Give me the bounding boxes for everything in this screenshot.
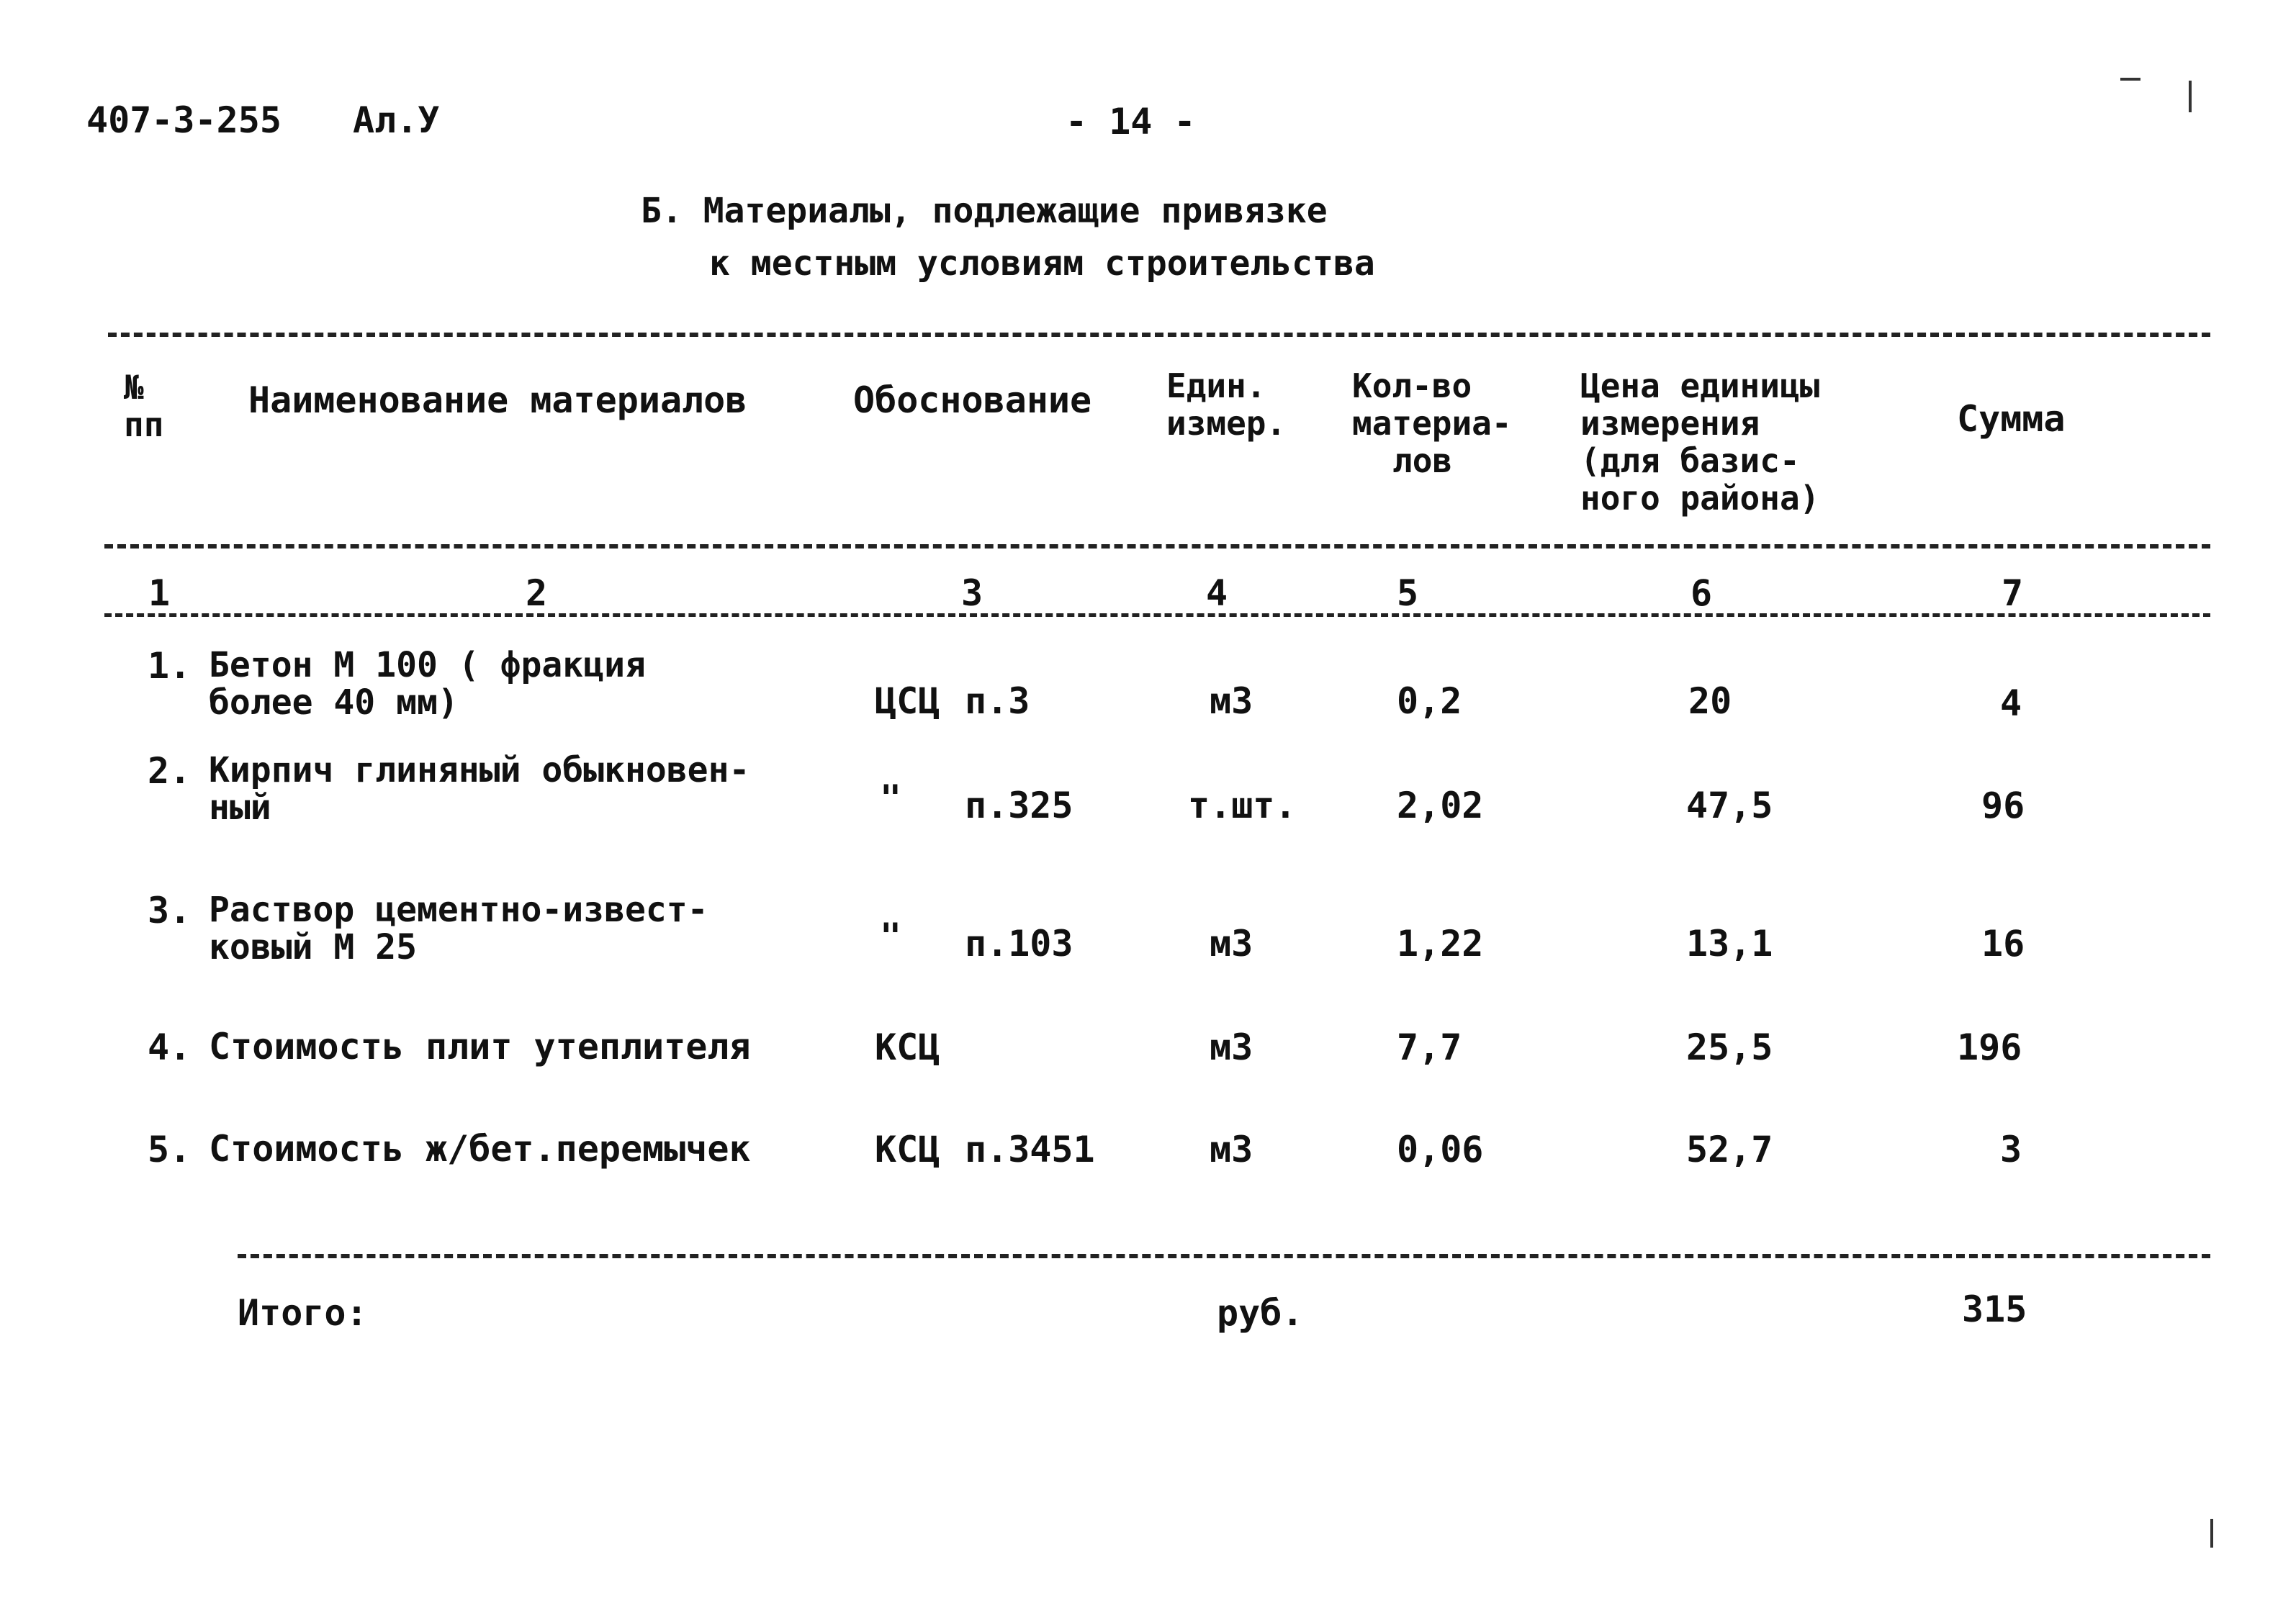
scan-edge-mark <box>2189 81 2192 112</box>
total-rule <box>238 1254 2210 1258</box>
row-number: 5. <box>148 1129 192 1170</box>
column-header-price: Цена единицы измерения (для базис- ного района) <box>1580 366 1820 518</box>
column-header-unit: Един. измер. <box>1166 366 1287 443</box>
unit-price: 20 <box>1688 680 1732 722</box>
column-number-4: 4 <box>1206 572 1228 614</box>
basis-reference: п.3451 <box>965 1129 1095 1170</box>
column-header-no: № пп <box>124 368 164 444</box>
page-number: - 14 - <box>1066 101 1196 143</box>
section-title-line-1: Б. Материалы, подлежащие привязке <box>641 191 1328 231</box>
total-unit: руб. <box>1217 1292 1304 1334</box>
quantity: 0,2 <box>1397 680 1462 722</box>
column-number-7: 7 <box>2002 572 2024 614</box>
column-header-basis: Обоснование <box>853 379 1092 421</box>
column-header-qty: Кол-во материа- лов <box>1352 366 1512 480</box>
quantity: 2,02 <box>1397 785 1484 826</box>
total-label: Итого: <box>238 1292 368 1334</box>
unit: м3 <box>1210 1026 1253 1068</box>
column-header-name: Наименование материалов <box>248 379 747 421</box>
unit: т.шт. <box>1188 785 1297 826</box>
unit: м3 <box>1210 1129 1253 1170</box>
table-top-rule <box>108 333 2210 337</box>
column-header-sum: Сумма <box>1957 398 2066 440</box>
material-name: Стоимость ж/бет.перемычек <box>209 1128 751 1170</box>
column-number-2: 2 <box>526 572 548 614</box>
basis-mark: КСЦ <box>875 1026 940 1068</box>
quantity: 0,06 <box>1397 1129 1484 1170</box>
basis-mark: ЦСЦ <box>875 680 940 722</box>
unit-price: 47,5 <box>1686 785 1773 826</box>
row-sum: 3 <box>2000 1129 2022 1170</box>
material-name: Кирпич глиняный обыкновен- ный <box>209 750 750 828</box>
row-sum: 196 <box>1957 1026 2022 1068</box>
basis-mark: КСЦ <box>875 1129 940 1170</box>
column-numbers-rule <box>104 613 2210 617</box>
document-code: 407-3-255 <box>86 99 282 141</box>
unit: м3 <box>1210 923 1253 965</box>
material-name: Раствор цементно-извест- ковый М 25 <box>209 890 708 967</box>
header-bottom-rule <box>104 544 2210 549</box>
column-number-1: 1 <box>148 572 171 614</box>
column-number-6: 6 <box>1691 572 1713 614</box>
unit-price: 25,5 <box>1686 1026 1773 1068</box>
basis-reference: п.103 <box>965 923 1073 965</box>
row-number: 3. <box>148 890 192 931</box>
row-number: 4. <box>148 1026 192 1068</box>
ditto-mark: " <box>880 916 902 957</box>
total-sum: 315 <box>1962 1288 2027 1330</box>
basis-reference: п.3 <box>965 680 1030 722</box>
material-name: Бетон М 100 ( фракция более 40 мм) <box>209 645 646 723</box>
section-title-line-2: к местным условиям строительства <box>709 243 1375 284</box>
quantity: 1,22 <box>1397 923 1484 965</box>
ditto-mark: " <box>880 777 902 819</box>
basis-reference: п.325 <box>965 785 1073 826</box>
row-number: 1. <box>148 645 192 687</box>
row-sum: 96 <box>1981 785 2025 826</box>
row-sum: 4 <box>2000 682 2022 724</box>
row-sum: 16 <box>1981 923 2025 965</box>
unit-price: 52,7 <box>1686 1129 1773 1170</box>
scan-corner-mark <box>2120 78 2140 81</box>
album-number: Ал.У <box>353 99 440 141</box>
column-number-5: 5 <box>1397 572 1419 614</box>
column-number-3: 3 <box>961 572 983 614</box>
row-number: 2. <box>148 750 192 792</box>
material-name: Стоимость плит утеплителя <box>209 1026 751 1067</box>
unit: м3 <box>1210 680 1253 722</box>
unit-price: 13,1 <box>1686 923 1773 965</box>
quantity: 7,7 <box>1397 1026 1462 1068</box>
scan-edge-mark <box>2210 1519 2213 1548</box>
